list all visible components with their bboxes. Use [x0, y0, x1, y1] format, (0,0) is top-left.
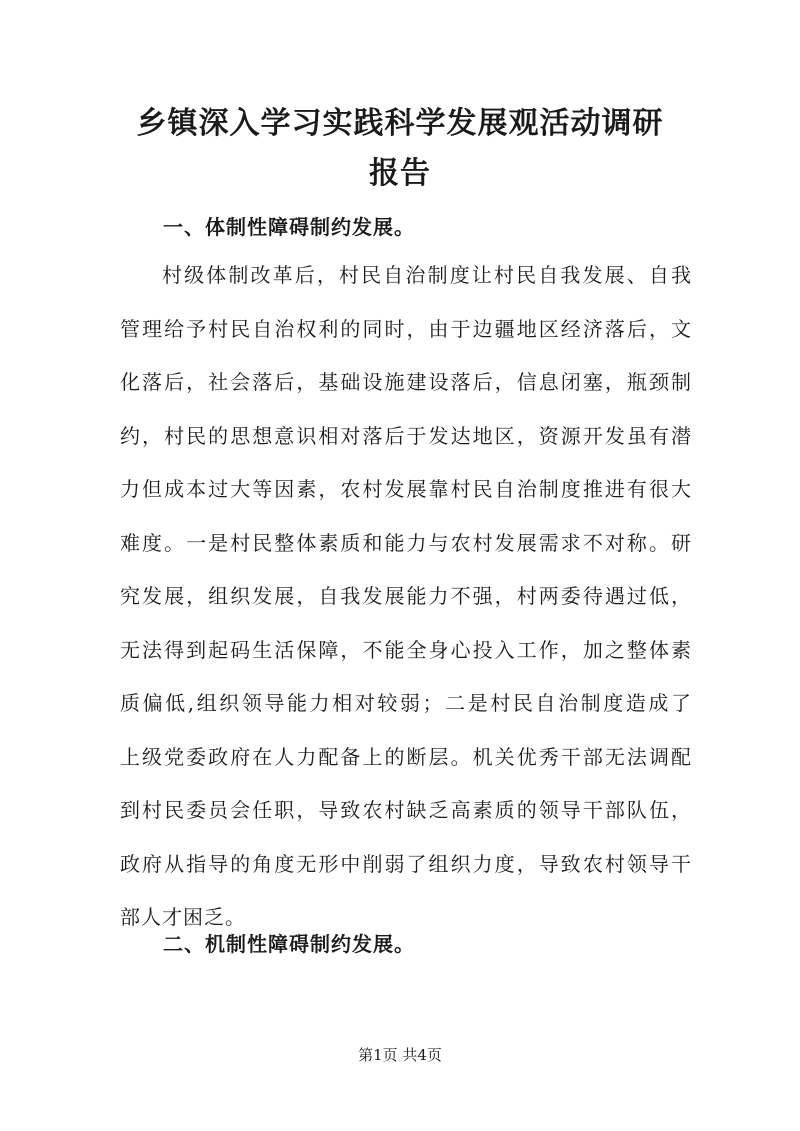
paragraph-line: 无法得到起码生活保障，不能全身心投入工作，加之整体素: [120, 637, 692, 662]
document-title-line-2: 报告: [369, 156, 431, 191]
paragraph-line: 质偏低,组织领导能力相对较弱；二是村民自治制度造成了: [120, 691, 692, 715]
paragraph-line: 究发展，组织发展，自我发展能力不强，村两委待遇过低，: [120, 584, 692, 608]
paragraph-line: 约，村民的思想意识相对落后于发达地区，资源开发虽有潜: [120, 423, 692, 448]
paragraph-line: 力但成本过大等因素，农村发展靠村民自治制度推进有很大: [120, 477, 692, 501]
paragraph-line: 到村民委员会任职，导致农村缺乏高素质的领导干部队伍，: [120, 798, 692, 822]
section-1-heading: 一、体制性障碍制约发展。: [163, 215, 415, 239]
paragraph-line: 管理给予村民自治权利的同时，由于边疆地区经济落后，文: [120, 316, 692, 341]
section-2-heading: 二、机制性障碍制约发展。: [163, 932, 415, 956]
paragraph-line: 化落后，社会落后，基础设施建设落后，信息闭塞，瓶颈制: [120, 370, 692, 394]
paragraph-line: 上级党委政府在人力配备上的断层。机关优秀干部无法调配: [120, 744, 692, 769]
paragraph-line: 难度。一是村民整体素质和能力与农村发展需求不对称。研: [120, 530, 692, 555]
page-number-footer: 第1页 共4页: [358, 1046, 442, 1064]
paragraph-line: 政府从指导的角度无形中削弱了组织力度，导致农村领导干: [120, 851, 692, 876]
section-1-paragraph: [120, 259, 692, 955]
document-title-line-1: 乡镇深入学习实践科学发展观活动调研: [136, 106, 664, 141]
paragraph-line: 部人才困乏。: [120, 905, 246, 929]
paragraph-line: 村级体制改革后，村民自治制度让村民自我发展、自我: [162, 263, 692, 287]
